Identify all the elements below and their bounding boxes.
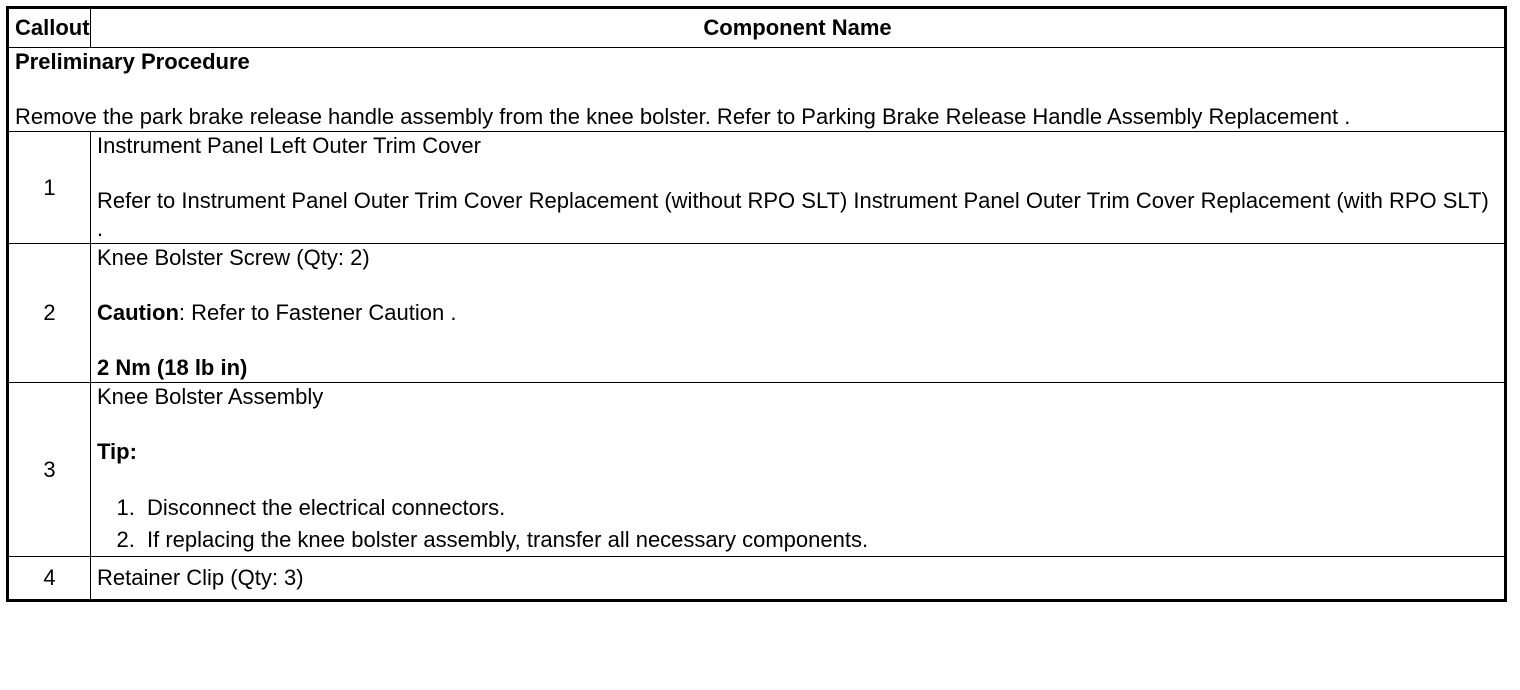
caution-text: : Refer to Fastener Caution . (178, 300, 457, 325)
caution-line (97, 299, 1498, 327)
component-cell (91, 383, 1506, 557)
component-name: Knee Bolster Assembly (97, 384, 324, 409)
component-cell (91, 132, 1506, 244)
preliminary-text: Remove the park brake release handle assembly from the knee bolster. Refer to Parking Brake Release Handle Assembly Replacement . (15, 104, 1351, 129)
table-row (8, 132, 1506, 244)
callout-cell: 1 (8, 132, 91, 244)
table-row (8, 383, 1506, 557)
torque-spec: 2 Nm (18 lb in) (97, 355, 248, 380)
preliminary-cell (8, 48, 1506, 132)
callout-cell: 2 (8, 244, 91, 383)
callout-cell: 4 (8, 557, 91, 601)
component-name-header: Component Name (91, 8, 1506, 48)
caution-label: Caution (97, 300, 179, 325)
preliminary-row (8, 48, 1506, 132)
component-table (6, 6, 1507, 602)
component-name: Retainer Clip (Qty: 3) (91, 557, 1506, 601)
list-item: 1. Disconnect the electrical connectors. (141, 492, 1498, 524)
component-name: Knee Bolster Screw (Qty: 2) (97, 245, 370, 270)
callout-cell: 3 (8, 383, 91, 557)
table-row (8, 557, 1506, 601)
component-cell (91, 244, 1506, 383)
preliminary-title: Preliminary Procedure (15, 49, 250, 74)
table-row (8, 244, 1506, 383)
component-note: Refer to Instrument Panel Outer Trim Cover Replacement (without RPO SLT) Instrument Panel Outer Trim Cover Replacement (with RPO SLT) . (97, 188, 1489, 241)
list-item: 2. If replacing the knee bolster assembly, transfer all necessary components. (141, 524, 1498, 556)
component-name: Instrument Panel Left Outer Trim Cover (97, 133, 481, 158)
callout-header: Callout (8, 8, 91, 48)
tip-steps-list (97, 492, 1498, 556)
header-row (8, 8, 1506, 48)
tip-label: Tip: (97, 439, 137, 464)
